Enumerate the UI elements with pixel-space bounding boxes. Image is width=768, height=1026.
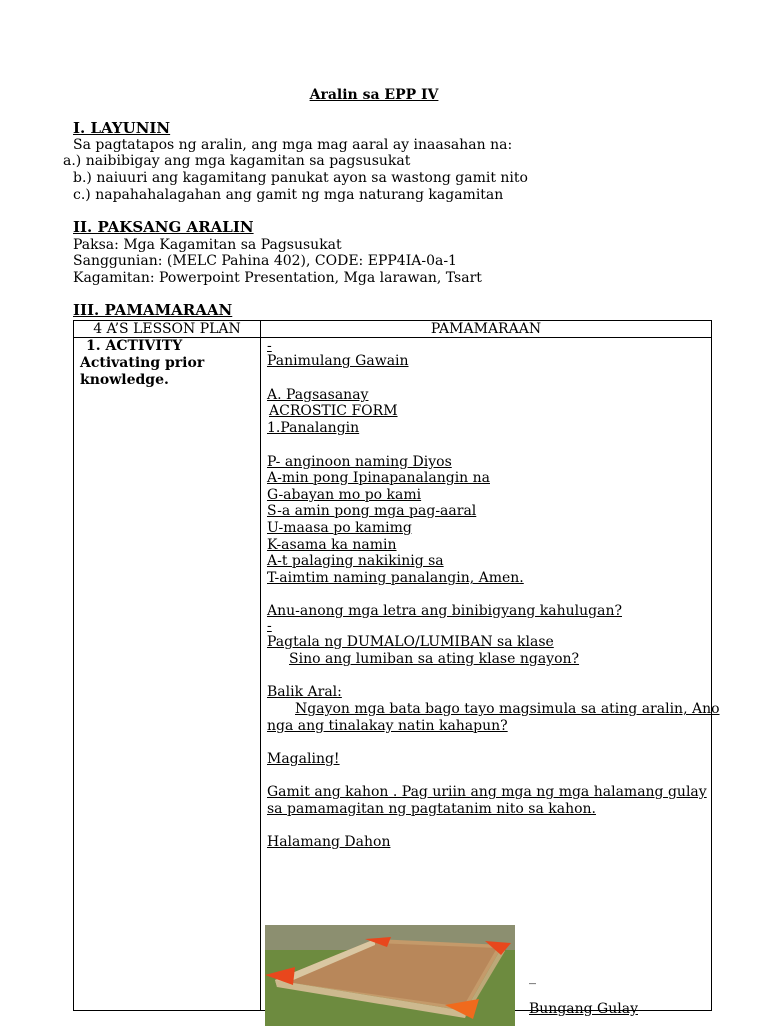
layunin-intro: Sa pagtatapos ng aralin, ang mga mag aaral ay inaasahan na: xyxy=(73,137,513,153)
acrostic-line-5: U-maasa po kamimg xyxy=(267,520,412,536)
lesson-plan-table xyxy=(73,320,720,1017)
acrostic-form: ACROSTIC FORM xyxy=(269,403,398,419)
acrostic-line-8: T-aimtim naming panalangin, Amen. xyxy=(267,570,524,586)
activity-subtitle-2: knowledge. xyxy=(80,372,169,388)
document-title: Aralin sa EPP IV xyxy=(309,87,439,103)
balik-aral-line-1: Ngayon mga bata bago tayo magsimula sa ating aralin, Ano xyxy=(295,701,720,717)
question-letters: Anu-anong mga letra ang binibigyang kahulugan? xyxy=(267,603,622,619)
pagsasanay: A. Pagsasanay xyxy=(267,387,369,403)
gamit-line-2: sa pamamagitan ng pagtatanim nito sa kahon. xyxy=(267,801,596,817)
procedure-cell xyxy=(261,338,720,1017)
kagamitan-line: Kagamitan: Powerpoint Presentation, Mga larawan, Tsart xyxy=(73,270,482,286)
dash-2: - xyxy=(267,618,272,634)
pamamaraan-heading: III. PAMAMARAAN xyxy=(73,301,233,319)
sandbox-image xyxy=(265,925,515,1026)
acrostic-line-6: K-asama ka namin xyxy=(267,537,397,553)
paksa-heading: II. PAKSANG ARALIN xyxy=(73,218,254,236)
layunin-item-a: a.) naibibigay ang mga kagamitan sa pagsusukat xyxy=(63,153,411,169)
sandbox-illustration xyxy=(265,925,515,1026)
panalangin: 1.Panalangin xyxy=(267,420,360,436)
activity-subtitle-1: Activating prior xyxy=(80,355,205,371)
layunin-item-b: b.) naiuuri ang kagamitang panukat ayon sa wastong gamit nito xyxy=(73,170,528,186)
activity-cell xyxy=(74,338,261,1011)
attendance: Pagtala ng DUMALO/LUMIBAN sa klase xyxy=(267,634,554,650)
acrostic-line-3: G-abayan mo po kami xyxy=(267,487,422,503)
balik-aral: Balik Aral: xyxy=(267,684,342,700)
activity-title: 1. ACTIVITY xyxy=(86,338,183,354)
panimulang-gawain: Panimulang Gawain xyxy=(267,353,409,369)
gamit-line-1: Gamit ang kahon . Pag uriin ang mga ng mga halamang gulay xyxy=(267,784,707,800)
balik-aral-line-2: nga ang tinalakay natin kahapun? xyxy=(267,718,508,734)
layunin-heading: I. LAYUNIN xyxy=(73,119,171,137)
acrostic-line-2: A-min pong Ipinapanalangin na xyxy=(267,470,490,486)
col-header-pamamaraan: PAMAMARAAN xyxy=(261,321,712,338)
acrostic-line-7: A-t palaging nakikinig sa xyxy=(267,553,444,569)
paksa-line: Paksa: Mga Kagamitan sa Pagsusukat xyxy=(73,237,342,253)
layunin-item-c: c.) napahahalagahan ang gamit ng mga naturang kagamitan xyxy=(73,187,504,203)
magaling: Magaling! xyxy=(267,751,340,767)
acrostic-line-1: P- anginoon naming Diyos xyxy=(267,454,452,470)
bungang-gulay: Bungang Gulay xyxy=(529,1001,638,1017)
dash-3: _ xyxy=(529,969,536,985)
attendance-question: Sino ang lumiban sa ating klase ngayon? xyxy=(289,651,580,667)
acrostic-line-4: S-a amin pong mga pag-aaral xyxy=(267,503,477,519)
sanggunian-line: Sanggunian: (MELC Pahina 402), CODE: EPP4IA-0a-1 xyxy=(73,253,457,269)
dash-1: - xyxy=(267,338,272,354)
halamang-dahon: Halamang Dahon xyxy=(267,834,391,850)
col-header-lesson-plan: 4 A’S LESSON PLAN xyxy=(74,321,261,338)
